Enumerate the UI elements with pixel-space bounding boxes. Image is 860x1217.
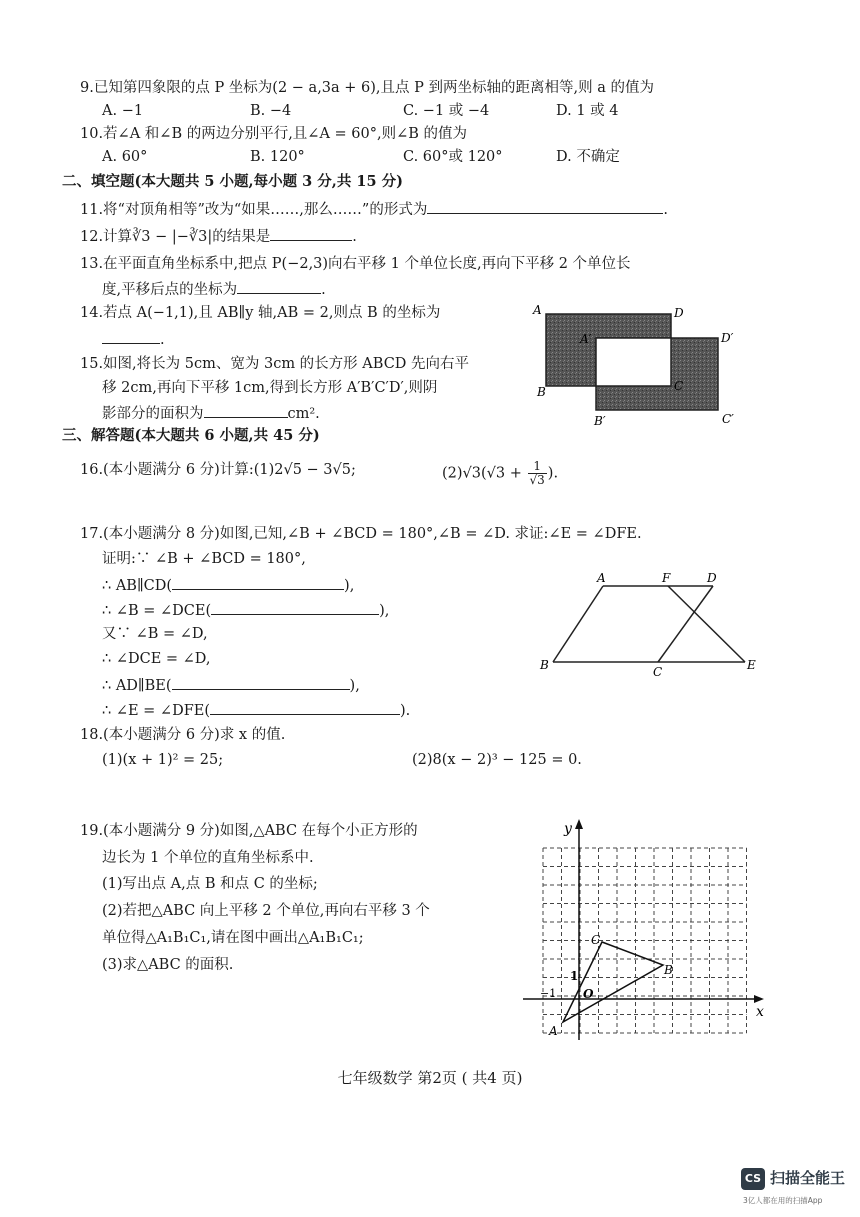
q15-line2: 移 2cm,再向下平移 1cm,得到长方形 A′B′C′D′,则阴: [102, 380, 438, 396]
q15-label-c: C: [674, 379, 684, 393]
q17-proof-line-1: 证明:∵ ∠B + ∠BCD = 180°,: [102, 551, 306, 567]
point-a-label: A: [549, 1024, 558, 1038]
q17-label-f: F: [662, 571, 671, 585]
overlap-region: [596, 338, 671, 386]
q17-proof-line-3: [102, 599, 389, 621]
line-ab: [553, 586, 603, 662]
q16-part2-suffix: ).: [547, 465, 559, 482]
q10-option-a: A. 60°: [102, 149, 148, 165]
q13-answer-blank[interactable]: [237, 278, 321, 294]
q13-line2: [102, 278, 326, 300]
q16-part2-prefix: (2)√3(√3 +: [442, 465, 522, 482]
section-3-heading: 三、解答题(本大题共 6 小题,共 45 分): [62, 427, 320, 444]
q9-option-d: D. 1 或 4: [556, 103, 619, 119]
q11-text: 11.将“对顶角相等”改为“如果……,那么……”的形式为: [80, 202, 428, 218]
q17-proof-line-2-text: ∴ AB∥CD(: [102, 578, 173, 594]
q15-unit: cm².: [287, 406, 320, 422]
q14-end: .: [160, 332, 165, 348]
line-fe: [668, 586, 745, 662]
q17-reason-blank-3[interactable]: [172, 674, 350, 690]
x-axis-arrow-icon: [754, 995, 764, 1003]
q10-option-b: B. 120°: [250, 149, 305, 165]
q19-line-6: (3)求△ABC 的面积.: [102, 957, 234, 973]
q16-fraction: [528, 460, 547, 487]
q11: [80, 198, 668, 220]
q9-option-b: B. −4: [250, 103, 292, 119]
y-axis-label: y: [564, 821, 572, 837]
q17-closer-3: ),: [349, 678, 360, 694]
point-c-label: C: [591, 933, 601, 947]
q17-closer-1: ),: [344, 578, 355, 594]
q10-option-d: D. 不确定: [556, 149, 620, 165]
q16-fraction-denominator: √3: [529, 473, 545, 487]
q17-parallel-lines-figure: [535, 570, 765, 682]
q10-stem: 10.若∠A 和∠B 的两边分别平行,且∠A = 60°,则∠B 的值为: [80, 126, 468, 142]
page-footer: 七年级数学 第2页 ( 共4 页): [337, 1069, 523, 1087]
tick-label-neg1: −1: [540, 987, 557, 1000]
camscanner-app-name: 扫描全能王: [770, 1169, 846, 1187]
q19-line-1: 19.(本小题满分 9 分)如图,△ABC 在每个小正方形的: [80, 823, 418, 839]
q16-part1: 16.(本小题满分 6 分)计算:(1)2√5 − 3√5;: [80, 462, 356, 478]
q19-line-2: 边长为 1 个单位的直角坐标系中.: [102, 850, 314, 866]
q15-label-d-prime: D′: [721, 331, 734, 345]
q12-answer-blank[interactable]: [270, 225, 352, 241]
q19-line-3: (1)写出点 A,点 B 和点 C 的坐标;: [102, 876, 318, 892]
origin-label: O: [583, 987, 594, 1001]
grid-lines: [543, 848, 747, 1033]
q15-label-b-prime: B′: [594, 414, 606, 428]
q15-label-a-prime: A′: [580, 332, 592, 346]
q17-label-e: E: [747, 658, 756, 672]
q19-line-5: 单位得△A₁B₁C₁,请在图中画出△A₁B₁C₁;: [102, 930, 364, 946]
q17-reason-blank-4[interactable]: [210, 699, 400, 715]
q17-closer-4: ).: [400, 703, 411, 719]
x-axis-label: x: [756, 1004, 764, 1020]
q17-proof-line-2: [102, 574, 354, 596]
q14-line2: [102, 328, 165, 350]
q15-line3-text: 影部分的面积为: [102, 406, 204, 422]
q9-option-c: C. −1 或 −4: [403, 103, 490, 119]
q17-proof-line-7-text: ∴ ∠E = ∠DFE(: [102, 703, 211, 719]
q17-proof-line-7: [102, 699, 410, 721]
q18-part2: (2)8(x − 2)³ − 125 = 0.: [412, 752, 582, 768]
q17-reason-blank-1[interactable]: [172, 574, 344, 590]
q18-stem: 18.(本小题满分 6 分)求 x 的值.: [80, 727, 286, 743]
q13-end: .: [321, 282, 326, 298]
q14-line1: 14.若点 A(−1,1),且 AB∥y 轴,AB = 2,则点 B 的坐标为: [80, 305, 441, 321]
q17-proof-line-5: ∴ ∠DCE = ∠D,: [102, 651, 211, 667]
q11-end: .: [663, 202, 668, 218]
q15-label-b: B: [537, 385, 546, 399]
camscanner-tagline: 3亿人都在用的扫描App: [743, 1196, 823, 1205]
point-b-label: B: [664, 963, 673, 977]
q16-fraction-numerator: 1: [528, 460, 547, 474]
q17-closer-2: ),: [379, 603, 390, 619]
q19-coordinate-grid: [518, 815, 770, 1045]
q12-end: .: [352, 229, 357, 245]
camscanner-logo-icon: CS: [741, 1168, 765, 1190]
q10-option-c: C. 60°或 120°: [403, 149, 503, 165]
section-2-heading: 二、填空题(本大题共 5 小题,每小题 3 分,共 15 分): [62, 173, 403, 190]
q15-label-a: A: [533, 303, 542, 317]
q18-part1: (1)(x + 1)² = 25;: [102, 752, 224, 768]
q15-rectangle-figure: [528, 300, 753, 435]
y-axis-arrow-icon: [575, 819, 583, 829]
q12-text: 12.计算∛3 − |−∛3|的结果是: [80, 229, 271, 245]
q17-proof-line-6: [102, 674, 360, 696]
q17-label-c: C: [653, 665, 663, 679]
q17-reason-blank-2[interactable]: [211, 599, 379, 615]
q17-proof-line-4: 又∵ ∠B = ∠D,: [102, 626, 208, 642]
q14-answer-blank[interactable]: [102, 328, 160, 344]
q15-line1: 15.如图,将长为 5cm、宽为 3cm 的长方形 ABCD 先向右平: [80, 356, 470, 372]
q15-label-d: D: [674, 306, 684, 320]
q17-proof-line-6-text: ∴ AD∥BE(: [102, 678, 172, 694]
q12: [80, 225, 357, 247]
q17-label-b: B: [540, 658, 549, 672]
line-cd: [658, 586, 713, 662]
q17-stem: 17.(本小题满分 8 分)如图,已知,∠B + ∠BCD = 180°,∠B = ∠D. 求证:∠E = ∠DFE.: [80, 526, 642, 542]
tick-label-1: 1: [570, 969, 579, 983]
q13-line1: 13.在平面直角坐标系中,把点 P(−2,3)向右平移 1 个单位长度,再向下平移 2 个单位长: [80, 256, 631, 272]
q17-label-a: A: [597, 571, 606, 585]
q13-line2-text: 度,平移后点的坐标为: [102, 282, 238, 298]
q15-line3: [102, 402, 320, 424]
q17-proof-line-3-text: ∴ ∠B = ∠DCE(: [102, 603, 212, 619]
q15-label-c-prime: C′: [722, 412, 734, 426]
q9-stem: 9.已知第四象限的点 P 坐标为(2 − a,3a + 6),且点 P 到两坐标轴的距离相等,则 a 的值为: [80, 80, 654, 96]
q17-label-d: D: [707, 571, 717, 585]
q19-line-4: (2)若把△ABC 向上平移 2 个单位,再向右平移 3 个: [102, 903, 430, 919]
q11-answer-blank[interactable]: [427, 198, 663, 214]
q15-answer-blank[interactable]: [204, 402, 288, 418]
q9-option-a: A. −1: [102, 103, 144, 119]
q16-part2: [442, 460, 558, 487]
